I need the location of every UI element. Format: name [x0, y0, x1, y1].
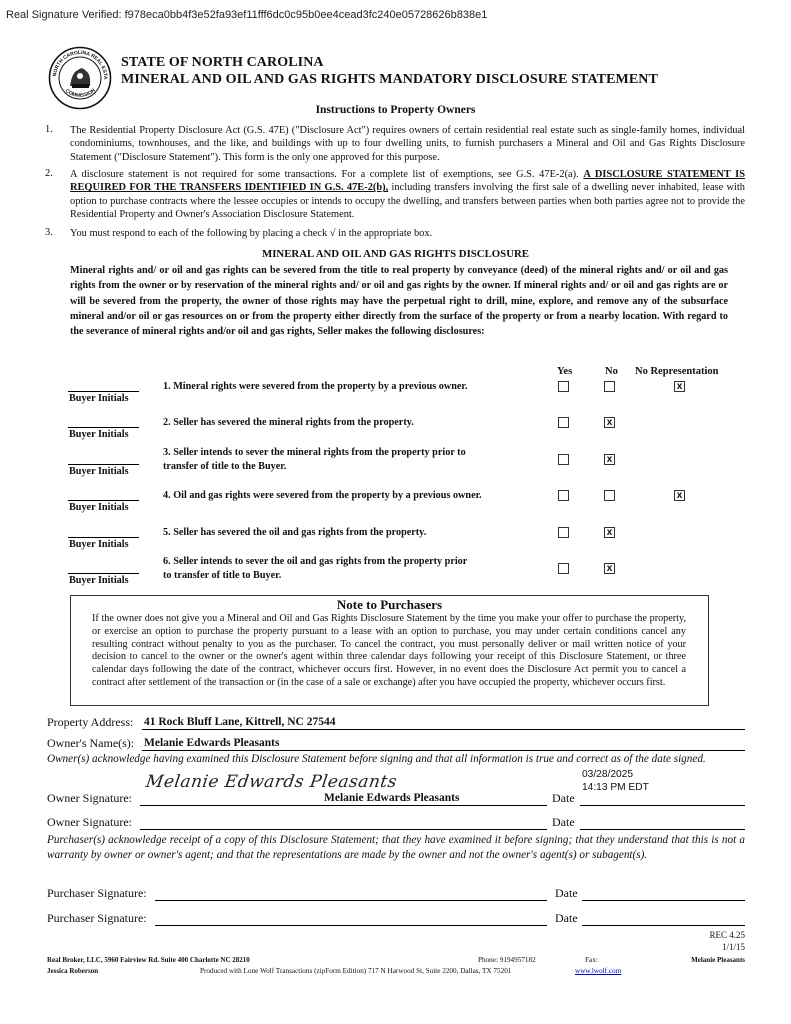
- owner-signature-2-date-label: Date: [552, 815, 575, 829]
- checkbox-yes-q4[interactable]: [558, 490, 569, 501]
- svg-text:COMMISSION: COMMISSION: [64, 87, 97, 99]
- instruction-3: You must respond to each of the following by placing a check √ in the appropriate box.: [70, 228, 433, 239]
- buyer-initials-label-5: Buyer Initials: [69, 539, 129, 550]
- note-to-purchasers-body: If the owner does not give you a Mineral and Oil and Gas Rights Disclosure Statement by the time you make your offer to purchase the property, or exercise an option to purchase the property pursuant to a lease with an option to purchase, you may under certain conditions cancel any resulting contract without penalty to you as the purchaser. To cancel the contract, you must personally deliver or mail written notice of your decision to cancel to the owner or the owner's agent within three calendar days following your receipt of this Disclosure Statement, or three calendar days following the date of the contract, whichever occurs first. However, in no event does the Disclosure Act permit you to cancel a contract after settlement of the transaction or (in the case of a sale or exchange) after you have occupied the property, whichever occurs first.: [92, 613, 686, 688]
- checkbox-yes-q2[interactable]: [558, 417, 569, 428]
- purchaser-signature-1-line[interactable]: [155, 900, 547, 901]
- svg-text:NORTH CAROLINA REAL ESTATE: NORTH CAROLINA REAL ESTA: [52, 49, 109, 80]
- purchaser-signature-1-label: Purchaser Signature:: [47, 886, 147, 900]
- column-yes-header: Yes: [557, 366, 573, 377]
- purchaser-acknowledgement: Purchaser(s) acknowledge receipt of a copy of this Disclosure Statement; that they have examined it before signing; that they understand that this is not a warranty by owner or owner's agent; and that the representations are made by the owner and not the owner's agent(s) or subagent(s).: [47, 834, 745, 861]
- property-address-label: Property Address:: [47, 715, 134, 729]
- form-state-heading: STATE OF NORTH CAROLINA: [121, 55, 324, 70]
- produced-with-notice: Produced with Lone Wolf Transactions (zipForm Edition) 717 N Harwood St, Suite 2200, Dallas, TX 75201: [200, 967, 512, 975]
- owners-name-line: [142, 750, 745, 751]
- disclosure-question-4: 4. Oil and gas rights were severed from the property by a previous owner.: [163, 490, 482, 501]
- required-transfers-notice: A DISCLOSURE STATEMENT IS REQUIRED FOR THE TRANSFERS IDENTIFIED IN G.S. 47E-2(b),: [70, 169, 746, 194]
- disclosure-question-6: 6. Seller intends to sever the oil and gas rights from the property prior to transfer of title to Buyer.: [163, 556, 468, 581]
- agent-name: Jessica Roberson: [47, 967, 99, 975]
- client-name: Melanie Pleasants: [691, 956, 745, 964]
- broker-phone: Phone: 9194957182: [478, 956, 536, 964]
- instruction-2: A disclosure statement is not required for some transactions. For a complete list of exemptions, see G.S. 47E-2(a). A DISCLOSURE STATEMENT IS REQUIRED FOR THE TRANSFERS IDENTIFIED IN G.S. 47E-2(b), including transfers involving the first sale of a dwelling never inhabited, lease with option to purchase contracts where the lessee occupies or intends to occupy the dwelling, and transfers between parties when both parties agree not to provide the Residential Property and Owner's Association Disclosure Statement.: [70, 169, 746, 221]
- purchaser-signature-2-date-label: Date: [555, 911, 578, 925]
- buyer-initials-label-3: Buyer Initials: [69, 466, 129, 477]
- instructions-heading: Instructions to Property Owners: [315, 104, 476, 116]
- column-no-header: No: [605, 366, 618, 377]
- owner-signature-2-date-line[interactable]: [580, 829, 745, 830]
- form-revision-date: 1/1/15: [721, 942, 745, 952]
- buyer-initials-line-6[interactable]: [68, 573, 139, 574]
- property-address-value[interactable]: 41 Rock Bluff Lane, Kittrell, NC 27544: [144, 716, 336, 728]
- owner-signature-label: Owner Signature:: [47, 791, 132, 805]
- checkbox-norep-q1[interactable]: x: [674, 381, 685, 392]
- instruction-number-2: 2.: [45, 168, 53, 179]
- owner-signature-line: [140, 805, 547, 806]
- owners-name-value[interactable]: Melanie Edwards Pleasants: [144, 737, 280, 749]
- owner-signature-date-line[interactable]: [580, 805, 745, 806]
- disclosure-question-3: 3. Seller intends to sever the mineral rights from the property prior to transfer of title to the Buyer.: [163, 447, 466, 472]
- purchaser-signature-2-label: Purchaser Signature:: [47, 911, 147, 925]
- purchaser-signature-2-date-line[interactable]: [582, 925, 745, 926]
- buyer-initials-line-3[interactable]: [68, 464, 139, 465]
- buyer-initials-line-2[interactable]: [68, 427, 139, 428]
- buyer-initials-label-2: Buyer Initials: [69, 429, 129, 440]
- checkbox-yes-q1[interactable]: [558, 381, 569, 392]
- owner-acknowledgement: Owner(s) acknowledge having examined this Disclosure Statement before signing and that all information is true and correct as of the date signed.: [47, 753, 706, 765]
- buyer-initials-label-4: Buyer Initials: [69, 502, 129, 513]
- signature-verification-text: Real Signature Verified: f978eca0bb4f3e52fa93ef11fff6dc0c95b0ee4cead3fc240e05728626b838e1: [6, 9, 488, 21]
- disclosure-intro: Mineral rights and/ or oil and gas rights can be severed from the title to real property by conveyance (deed) of the mineral rights and/ or oil and gas rights from the owner or by reservation of the mineral rights and/ or oil and gas rights by the owner. If mineral rights and/ or oil and gas rights are or will be severed from the property, the owner of those rights may have the perpetual right to drill, mine, explore, and remove any of the subsurface mineral and/or oil or gas resources on or from the property either directly from the surface of the property or from a nearby location. With regard to the severance of mineral rights and/or oil and gas rights, Seller makes the following disclosures:: [70, 265, 728, 338]
- signature-time-stamp: 14:13 PM EDT: [582, 782, 649, 793]
- purchaser-signature-1-date-label: Date: [555, 886, 578, 900]
- signature-date-stamp: 03/28/2025: [582, 769, 633, 780]
- buyer-initials-label-6: Buyer Initials: [69, 575, 129, 586]
- checkbox-yes-q5[interactable]: [558, 527, 569, 538]
- property-address-line: [142, 729, 745, 730]
- instruction-1: The Residential Property Disclosure Act (G.S. 47E) ("Disclosure Act") requires owners of certain residential real estate such as single-family homes, individual condominiums, townhouses, and the like, and buildings with up to four dwelling units, to furnish purchasers a Mineral and Oil and Gas Rights Disclosure Statement ("Disclosure Statement"). This form is the only one approved for this purpose.: [70, 125, 745, 163]
- owner-handwritten-signature: Melanie Edwards Pleasants: [144, 772, 399, 792]
- owner-signature-2-label: Owner Signature:: [47, 815, 132, 829]
- owner-signature-2-line[interactable]: [140, 829, 547, 830]
- purchaser-signature-2-line[interactable]: [155, 925, 547, 926]
- checkbox-no-q4[interactable]: [604, 490, 615, 501]
- checkbox-no-q5[interactable]: x: [604, 527, 615, 538]
- checkbox-yes-q3[interactable]: [558, 454, 569, 465]
- checkbox-no-q6[interactable]: x: [604, 563, 615, 574]
- owner-signature-date-label: Date: [552, 791, 575, 805]
- disclosure-heading: MINERAL AND OIL AND GAS RIGHTS DISCLOSURE: [262, 248, 529, 260]
- note-to-purchasers-title: Note to Purchasers: [336, 597, 443, 612]
- owner-signature-printed-name: Melanie Edwards Pleasants: [324, 792, 460, 804]
- lwolf-link[interactable]: www.lwolf.com: [575, 967, 622, 975]
- buyer-initials-line-4[interactable]: [68, 500, 139, 501]
- buyer-initials-line-5[interactable]: [68, 537, 139, 538]
- broker-fax: Fax:: [585, 956, 598, 964]
- form-title: MINERAL AND OIL AND GAS RIGHTS MANDATORY DISCLOSURE STATEMENT: [121, 72, 658, 87]
- broker-address: Real Broker, LLC, 5960 Fairview Rd. Suite 400 Charlotte NC 28210: [47, 956, 250, 964]
- checkbox-no-q3[interactable]: x: [604, 454, 615, 465]
- owners-name-label: Owner's Name(s):: [47, 736, 135, 750]
- nc-real-estate-commission-seal: [48, 46, 112, 110]
- disclosure-question-1: 1. Mineral rights were severed from the property by a previous owner.: [163, 381, 468, 392]
- checkbox-norep-q4[interactable]: x: [674, 490, 685, 501]
- instruction-number-3: 3.: [45, 227, 53, 238]
- buyer-initials-line-1[interactable]: [68, 391, 139, 392]
- purchaser-signature-1-date-line[interactable]: [582, 900, 745, 901]
- checkbox-no-q2[interactable]: x: [604, 417, 615, 428]
- buyer-initials-label-1: Buyer Initials: [69, 393, 129, 404]
- checkbox-yes-q6[interactable]: [558, 563, 569, 574]
- disclosure-question-5: 5. Seller has severed the oil and gas rights from the property.: [163, 527, 427, 538]
- form-code: REC 4.25: [709, 930, 745, 940]
- checkbox-no-q1[interactable]: [604, 381, 615, 392]
- column-no-representation-header: No Representation: [635, 366, 719, 377]
- instruction-number-1: 1.: [45, 124, 53, 135]
- disclosure-question-2: 2. Seller has severed the mineral rights from the property.: [163, 417, 414, 428]
